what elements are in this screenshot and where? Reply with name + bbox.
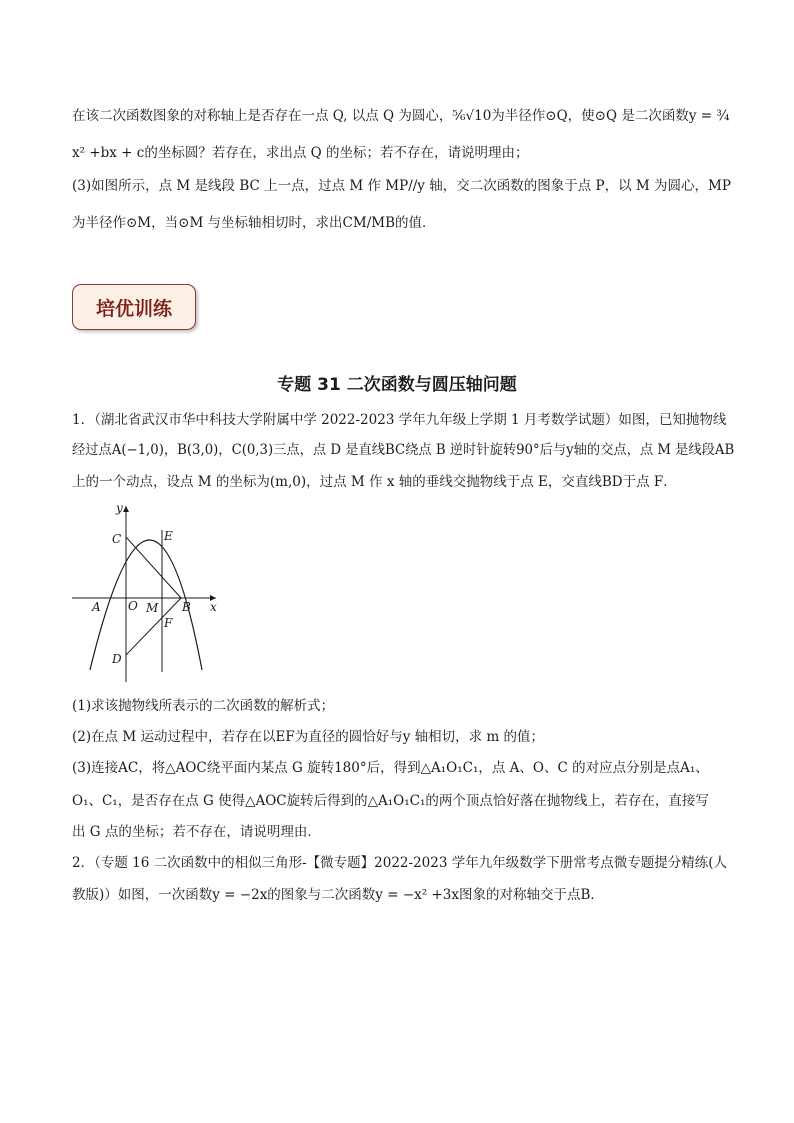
- label-e: E: [164, 529, 173, 543]
- section1-line-1: 在该二次函数图象的对称轴上是否存在一点 Q, 以点 Q 为圆心，⁵⁄₆√10为半径作⊙Q，使⊙Q 是二次函数y = ¾: [72, 108, 730, 124]
- problem2-line-1: 2．（专题 16 二次函数中的相似三角形-【微专题】2022-2023 学年九年级数学下册常考点微专题提分精练(人: [72, 855, 727, 871]
- problem1-intro-1: 1．（湖北省武汉市华中科技大学附属中学 2022-2023 学年九年级上学期 1 月考数学试题）如图，已知抛物线: [72, 412, 727, 428]
- problem1-question-5: 出 G 点的坐标；若不存在，请说明理由．: [72, 824, 321, 840]
- label-x: x: [210, 600, 217, 614]
- label-a: A: [92, 600, 101, 614]
- parabola-figure: [70, 500, 230, 690]
- problem1-question-4: O₁、C₁，是否存在点 G 使得△AOC旋转后得到的△A₁O₁C₁的两个顶点恰好落在抛物线上，若存在，直接写: [72, 793, 709, 809]
- problem2-line-2: 教版)）如图，一次函数y = −2x的图象与二次函数y = −x² +3x图象的对称轴交于点B．: [72, 887, 604, 903]
- problem1-intro-3: 上的一个动点，设点 M 的坐标为(m,0)，过点 M 作 x 轴的垂线交抛物线于点 E，交直线BD于点 F．: [72, 474, 677, 490]
- label-c: C: [112, 532, 122, 546]
- label-f: F: [164, 616, 173, 630]
- label-o: O: [128, 599, 138, 613]
- label-d: D: [112, 652, 122, 666]
- problem1-question-1: (1)求该抛物线所表示的二次函数的解析式；: [72, 698, 335, 714]
- section1-line-3: (3)如图所示，点 M 是线段 BC 上一点，过点 M 作 MP//y 轴，交二次函数的图象于点 P，以 M 为圆心，MP: [72, 178, 731, 194]
- problem1-intro-2: 经过点A(−1,0)，B(3,0)，C(0,3)三点，点 D 是直线BC绕点 B 逆时针旋转90°后与y轴的交点，点 M 是线段AB: [72, 442, 735, 458]
- section1-line-2: x² +bx + c的坐标圆？若存在，求出点 Q 的坐标；若不存在，请说明理由；: [72, 145, 529, 161]
- topic-title: 专题 31 二次函数与圆压轴问题: [277, 375, 517, 395]
- label-b: B: [182, 600, 191, 614]
- section1-line-4: 为半径作⊙M，当⊙M 与坐标轴相切时，求出CM/MB的值．: [72, 215, 436, 231]
- problem1-question-2: (2)在点 M 运动过程中，若存在以EF为直径的圆恰好与y 轴相切，求 m 的值；: [72, 729, 545, 745]
- line-bc: [126, 537, 181, 598]
- label-y: y: [116, 501, 123, 515]
- problem1-question-3: (3)连接AC，将△AOC绕平面内某点 G 旋转180°后，得到△A₁O₁C₁，点 A、O、C 的对应点分别是点A₁、: [72, 760, 709, 776]
- training-badge: [72, 284, 196, 330]
- label-m: M: [146, 601, 159, 615]
- training-badge-label: 培优训练: [95, 297, 172, 320]
